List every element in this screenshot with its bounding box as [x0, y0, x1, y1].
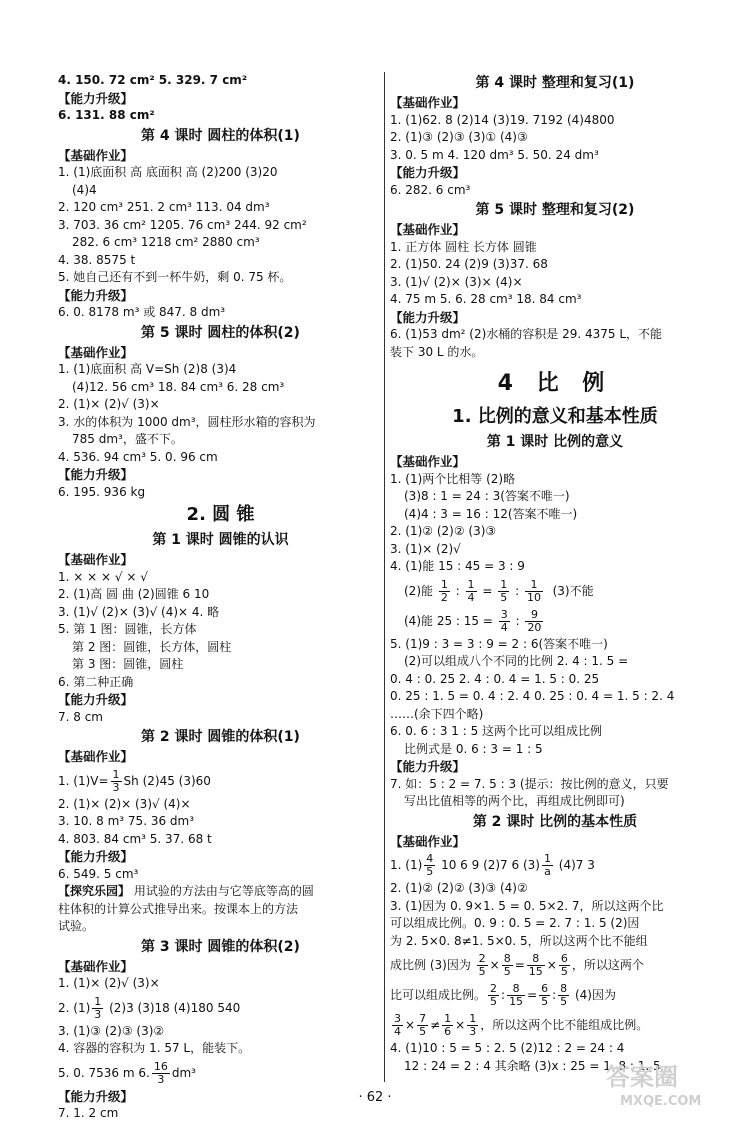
- answer-line: 6. 131. 88 cm²: [58, 108, 155, 122]
- page-number: · 62 ·: [358, 1090, 392, 1105]
- fraction: [539, 983, 550, 1008]
- fraction-denominator: 15: [509, 995, 524, 1008]
- answer-line: 5. (1)9 : 3 = 3 : 9 = 2 : 6(答案不唯一): [390, 636, 608, 651]
- answer-line: 6. 0. 6 : 3 1 : 5 这两个比可以组成比例: [390, 724, 603, 738]
- fraction-denominator: 20: [527, 620, 542, 634]
- answer-text: 1. (1)V=: [58, 773, 109, 788]
- answer-line: 第 3 图：圆锥，圆柱: [72, 657, 184, 671]
- fraction: [477, 953, 488, 978]
- lesson-title: 第 4 课时 圆柱的体积(1): [141, 127, 300, 144]
- lesson-title: 第 1 课时 比例的意义: [486, 434, 624, 450]
- fraction: [525, 579, 543, 604]
- section-label: 【能力升级】: [58, 849, 134, 864]
- fraction-denominator: 5: [503, 965, 511, 978]
- lesson-title: 第 2 课时 圆锥的体积(1): [141, 729, 300, 745]
- answer-line: [58, 1058, 383, 1088]
- fraction: [417, 1013, 428, 1038]
- fraction-numerator: 1: [469, 1012, 477, 1025]
- answer-line: 3. (1)③ (2)③ (3)②: [58, 1023, 165, 1038]
- answer-text: 2. (1): [58, 1000, 91, 1015]
- answer-line: 3. 0. 5 m 4. 120 dm³ 5. 50. 24 dm³: [390, 147, 599, 162]
- answer-text: ≠: [430, 1018, 441, 1032]
- fraction: [559, 953, 570, 978]
- answer-line: [390, 980, 720, 1010]
- answer-line: 比例式是 0. 6 : 3 = 1 : 5: [404, 741, 543, 756]
- answer-line: (3)8 : 1 = 24 : 3(答案不唯一): [404, 489, 570, 503]
- answer-line: ……(余下四个略): [390, 706, 484, 721]
- answer-line: 2. (1)② (2)② (3)③ (4)②: [390, 881, 528, 895]
- answer-text: Sh (2)45 (3)60: [123, 773, 211, 788]
- fraction-numerator: 1: [94, 994, 102, 1008]
- chapter-title: 2. 圆 锥: [186, 504, 255, 525]
- section-label: 【能力升级】: [390, 165, 466, 180]
- answer-line: 2. (1)× (2)× (3)√ (4)×: [58, 796, 191, 811]
- answer-text: (4)能 25 : 15 =: [404, 613, 493, 628]
- fraction-denominator: 5: [478, 965, 486, 978]
- section-label: 【能力升级】: [390, 759, 466, 774]
- answer-line: 0. 4 : 0. 25 2. 4 : 0. 4 = 1. 5 : 0. 25: [390, 671, 600, 686]
- answer-line: 1. (1)62. 8 (2)14 (3)19. 7192 (4)4800: [390, 112, 615, 127]
- column-divider: [384, 72, 385, 1082]
- section-label: 【基础作业】: [390, 95, 466, 110]
- answer-line: 2. (1)高 圆 曲 (2)圆锥 6 10: [58, 587, 210, 601]
- answer-line: 6. (1)53 dm² (2)水桶的容积是 29. 4375 L，不能: [390, 327, 663, 341]
- fraction: [502, 953, 513, 978]
- fraction: [111, 769, 122, 794]
- answer-line: 6. 195. 936 kg: [58, 484, 146, 499]
- answer-line: 6. 282. 6 cm³: [390, 182, 471, 197]
- fraction-denominator: 6: [444, 1025, 452, 1038]
- watermark-logo: [600, 1055, 730, 1110]
- answer-line: 4. (1)10 : 5 = 5 : 2. 5 (2)12 : 2 = 24 : 4: [390, 1041, 625, 1055]
- answer-text: ×: [489, 958, 500, 972]
- fraction-numerator: 8: [507, 983, 525, 996]
- fraction-denominator: 5: [490, 995, 498, 1008]
- answer-text: :: [552, 988, 557, 1002]
- answer-line: (4)12. 56 cm³ 18. 84 cm³ 6. 28 cm³: [72, 379, 285, 394]
- answer-line: 装下 30 L 的水。: [390, 344, 484, 359]
- answer-line: 可以组成比例。0. 9 : 0. 5 = 2. 7 : 1. 5 (2)因: [390, 916, 640, 930]
- answer-line: 4. 38. 8575 t: [58, 252, 136, 267]
- lesson-title: 第 2 课时 比例的基本性质: [472, 813, 638, 830]
- answer-line: 2. (1)× (2)√ (3)×: [58, 397, 160, 411]
- answer-line: 2. (1)③ (2)③ (3)① (4)③: [390, 130, 528, 144]
- answer-text: (2)能: [404, 583, 433, 598]
- lesson-title: 第 5 课时 整理和复习(2): [475, 202, 635, 218]
- fraction: [439, 579, 450, 604]
- answer-line: [58, 993, 383, 1023]
- answer-text: ，所以这两个: [571, 958, 644, 972]
- answer-line: 1. (1)底面积 高 底面积 高 (2)200 (3)20: [58, 165, 278, 179]
- section-label: 【基础作业】: [58, 958, 134, 974]
- answer-line: (4)4: [72, 182, 97, 197]
- lesson-title: 第 1 课时 圆锥的认识: [152, 532, 289, 548]
- answer-text: (4)7 3: [554, 858, 595, 872]
- fraction-denominator: 5: [419, 1025, 427, 1038]
- answer-line: 1. × × × √ × √: [58, 569, 148, 584]
- answer-line: (4)4 : 3 = 16 : 12(答案不唯一): [404, 506, 578, 521]
- section-label: 【能力升级】: [390, 309, 466, 325]
- fraction-numerator: 6: [541, 982, 549, 995]
- answer-line: 3. (1)× (2)√: [390, 541, 461, 556]
- fraction-denominator: 4: [467, 590, 475, 604]
- answer-line: 2. (1)② (2)② (3)③: [390, 524, 497, 538]
- fraction: [527, 953, 545, 978]
- answer-text: 5. 0. 7536 m 6.: [58, 1065, 150, 1080]
- fraction: [498, 579, 509, 604]
- fraction: [507, 983, 525, 1008]
- answer-text: 成比例 (3)因为: [390, 958, 471, 972]
- section-label: 【能力升级】: [58, 692, 134, 707]
- answer-line: 试验。: [58, 919, 95, 933]
- fraction-numerator: 1: [500, 577, 508, 591]
- answer-text: ，所以这两个比不能组成比例。: [480, 1018, 649, 1032]
- section-label: 【基础作业】: [58, 749, 134, 764]
- fraction-numerator: 1: [543, 852, 551, 865]
- answer-line: 1. (1)底面积 高 V=Sh (2)8 (3)4: [58, 362, 237, 376]
- fraction-numerator: 1: [112, 767, 120, 781]
- fraction-numerator: 3: [394, 1012, 401, 1025]
- answer-line: [390, 950, 720, 980]
- answer-text: dm³: [171, 1065, 196, 1080]
- answer-text: ×: [455, 1018, 466, 1032]
- section-label: 【能力升级】: [58, 467, 134, 482]
- fraction-numerator: 2: [490, 982, 498, 995]
- answer-text: 1. (1): [390, 858, 423, 872]
- fraction: [92, 996, 103, 1021]
- answer-line: 3. 水的体积为 1000 dm³，圆柱形水箱的容积为: [58, 414, 316, 429]
- fraction-numerator: 1: [525, 579, 543, 592]
- lesson-title: 第 3 课时 圆锥的体积(2): [141, 938, 300, 955]
- lesson-title: 第 4 课时 整理和复习(1): [475, 75, 635, 91]
- answer-text: 比可以组成比例。: [390, 988, 487, 1002]
- chapter-title: 1. 比例的意义和基本性质: [452, 406, 658, 427]
- fraction-numerator: 4: [426, 852, 434, 865]
- fraction-denominator: 5: [426, 865, 434, 878]
- section-label: 【能力升级】: [58, 1088, 134, 1104]
- answer-line: (2)可以组成八个不同的比例 2. 4 : 1. 5 =: [404, 654, 629, 668]
- fraction-denominator: 15: [528, 965, 543, 978]
- fraction-denominator: 4: [394, 1025, 401, 1038]
- fraction-numerator: 7: [419, 1012, 427, 1025]
- answer-text: (4)因为: [571, 988, 616, 1002]
- lesson-title: 第 5 课时 圆柱的体积(2): [141, 324, 300, 341]
- answer-line: 7. 8 cm: [58, 709, 103, 724]
- section-label: 【基础作业】: [390, 454, 466, 469]
- fraction: [392, 1013, 403, 1038]
- answer-line: 4. 150. 72 cm² 5. 329. 7 cm²: [58, 73, 248, 87]
- answer-line: 3. (1)因为 0. 9×1. 5 = 0. 5×2. 7，所以这两个比: [390, 898, 664, 913]
- answer-line: 1. (1)两个比相等 (2)略: [390, 471, 516, 486]
- answer-line: [390, 576, 720, 606]
- answer-text: =: [527, 988, 538, 1002]
- answer-text: ×: [546, 958, 557, 972]
- fraction-numerator: 1: [440, 577, 448, 591]
- answer-text: :: [515, 583, 520, 598]
- fraction-denominator: 3: [157, 1072, 165, 1086]
- answer-line: 12 : 24 = 2 : 4 其余略 (3)x : 25 = 1. 8 : 1. 5: [404, 1058, 661, 1073]
- fraction-denominator: 5: [541, 995, 549, 1008]
- answer-line: 2. (1)50. 24 (2)9 (3)37. 68: [390, 257, 548, 271]
- watermark-subtext: MXQE.COM: [620, 1094, 702, 1109]
- answer-line: 6. 0. 8178 m³ 或 847. 8 dm³: [58, 305, 226, 319]
- answer-line: 3. 703. 36 cm² 1205. 76 cm³ 244. 92 cm²: [58, 217, 307, 232]
- fraction-denominator: 3: [112, 780, 120, 794]
- answer-line: 3. 10. 8 m³ 75. 36 dm³: [58, 814, 195, 828]
- answer-line: 写出比值相等的两个比，再组成比例即可): [404, 794, 625, 808]
- fraction-denominator: a: [544, 865, 551, 878]
- answer-line: [390, 606, 720, 636]
- fraction-numerator: 8: [527, 953, 545, 966]
- fraction-denominator: 5: [500, 590, 508, 604]
- answer-line: 785 dm³，盛不下。: [72, 432, 183, 446]
- fraction-numerator: 2: [478, 952, 486, 965]
- fraction-numerator: 9: [525, 609, 543, 622]
- section-label: 【能力升级】: [58, 90, 134, 106]
- answer-line: [390, 850, 720, 880]
- answer-line: 7. 如：5 : 2 = 7. 5 : 3 (提示：按比例的意义，只要: [390, 776, 669, 791]
- section-label: 【基础作业】: [58, 344, 134, 360]
- answer-line: 5. 第 1 图：圆锥，长方体: [58, 622, 197, 636]
- fraction: [558, 983, 569, 1008]
- answer-line: [58, 766, 383, 796]
- answer-line: 3. (1)√ (2)× (3)√ (4)× 4. 略: [58, 604, 220, 619]
- answer-line: [58, 883, 383, 901]
- answer-line: 柱体积的计算公式推导出来。按课本上的方法: [58, 901, 299, 916]
- answer-line: 6. 549. 5 cm³: [58, 866, 139, 881]
- answer-line: 1. (1)× (2)√ (3)×: [58, 976, 160, 990]
- section-label: 【基础作业】: [58, 147, 134, 163]
- section-label: 【基础作业】: [390, 222, 466, 237]
- unit-title: 4 比 例: [497, 371, 613, 396]
- fraction-numerator: 16: [153, 1059, 168, 1073]
- fraction-denominator: 10: [526, 590, 541, 604]
- fraction: [467, 1013, 478, 1038]
- answer-line: 4. 容器的容积为 1. 57 L，能装下。: [58, 1041, 251, 1055]
- fraction-denominator: 5: [560, 995, 568, 1008]
- answer-line: 3. (1)√ (2)× (3)× (4)×: [390, 274, 523, 289]
- answer-line: 5. 她自己还有不到一杯牛奶，剩 0. 75 杯。: [58, 270, 292, 284]
- section-label: 【基础作业】: [58, 552, 134, 567]
- answer-line: 7. 1. 2 cm: [58, 1106, 119, 1120]
- fraction: [466, 579, 477, 604]
- fraction-numerator: 6: [560, 952, 568, 965]
- fraction-denominator: 3: [94, 1007, 102, 1021]
- fraction-denominator: 5: [560, 965, 568, 978]
- fraction-denominator: 2: [440, 590, 448, 604]
- answer-line: 4. 803. 84 cm³ 5. 37. 68 t: [58, 831, 212, 846]
- section-label: 【基础作业】: [390, 833, 466, 849]
- answer-text: :: [455, 583, 460, 598]
- answer-line: [390, 1010, 720, 1040]
- fraction-denominator: 3: [469, 1025, 477, 1038]
- section-label: 【探究乐园】: [58, 884, 131, 898]
- fraction: [499, 609, 510, 634]
- fraction-numerator: 8: [503, 952, 511, 965]
- watermark-text: 答案圈: [606, 1063, 678, 1091]
- answer-text: (3)不能: [552, 583, 594, 598]
- fraction-numerator: 3: [500, 607, 508, 621]
- left-column: [58, 72, 383, 1123]
- answer-text: 用试验的方法由与它等底等高的圆: [133, 884, 314, 898]
- answer-line: 2. 120 cm³ 251. 2 cm³ 113. 04 dm³: [58, 200, 270, 214]
- answer-text: =: [482, 583, 493, 598]
- answer-line: 6. 第二种正确: [58, 674, 134, 689]
- answer-line: 4. 536. 94 cm³ 5. 0. 96 cm: [58, 449, 218, 464]
- answer-text: ×: [405, 1018, 416, 1032]
- right-column: [390, 72, 720, 1075]
- fraction: [424, 853, 435, 878]
- fraction-numerator: 1: [444, 1012, 452, 1025]
- answer-text: :: [501, 988, 506, 1002]
- answer-line: 为 2. 5×0. 8≠1. 5×0. 5，所以这两个比不能组: [390, 933, 648, 948]
- answer-text: :: [515, 613, 520, 628]
- answer-line: 第 2 图：圆锥，长方体，圆柱: [72, 639, 232, 654]
- answer-text: (2)3 (3)18 (4)180 540: [105, 1000, 241, 1015]
- answer-text: =: [514, 958, 525, 972]
- answer-line: 1. 正方体 圆柱 长方体 圆锥: [390, 239, 537, 254]
- fraction: [525, 609, 543, 634]
- fraction: [542, 853, 553, 878]
- fraction-numerator: 1: [467, 577, 475, 591]
- answer-line: 0. 25 : 1. 5 = 0. 4 : 2. 4 0. 25 : 0. 4 = 1. 5 : 2. 4: [390, 689, 675, 703]
- fraction: [442, 1013, 453, 1038]
- fraction-denominator: 4: [500, 620, 508, 634]
- answer-text: 10 6 9 (2)7 6 (3): [437, 858, 540, 872]
- fraction: [152, 1061, 170, 1086]
- answer-line: 4. 75 m 5. 6. 28 cm³ 18. 84 cm³: [390, 292, 582, 306]
- section-label: 【能力升级】: [58, 287, 134, 303]
- answer-line: 4. (1)能 15 : 45 = 3 : 9: [390, 559, 525, 573]
- fraction: [488, 983, 499, 1008]
- answer-line: 282. 6 cm³ 1218 cm² 2880 cm³: [72, 235, 260, 249]
- fraction-numerator: 8: [560, 982, 568, 995]
